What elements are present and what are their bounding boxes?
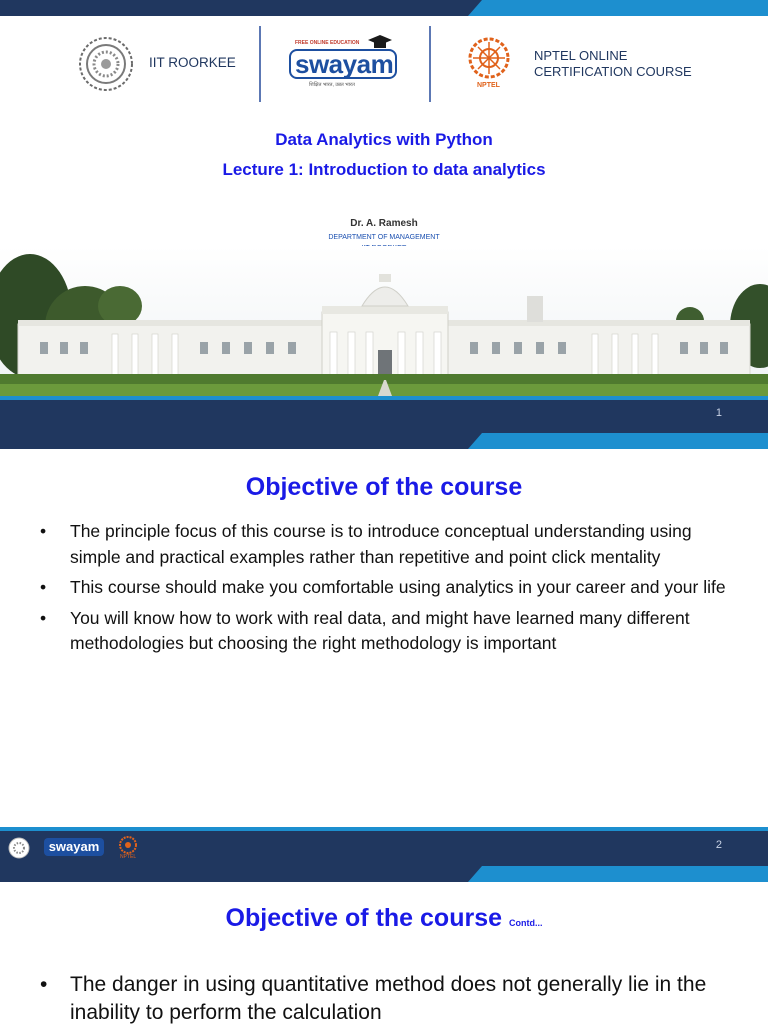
main-building-photo bbox=[0, 246, 768, 396]
nptel-small-label: NPTEL bbox=[477, 82, 500, 89]
nptel-emblem-icon bbox=[465, 36, 513, 86]
top-bar bbox=[0, 433, 768, 449]
course-title: Data Analytics with Python bbox=[275, 130, 493, 149]
bullet-item: • The danger in using quantitative method does not generally lie in the inability to perform the calculation bbox=[40, 971, 728, 1024]
top-bar bbox=[0, 866, 768, 882]
page-number: 2 bbox=[715, 839, 722, 851]
slide-2 bbox=[0, 433, 768, 866]
swayam-mini-logo bbox=[44, 838, 104, 856]
top-bar-accent bbox=[468, 0, 768, 16]
bullet-item: • You will know how to work with real data, and might have learned many different methodologies but choosing the right methodology is important bbox=[40, 606, 728, 657]
swayam-tagline-top: FREE ONLINE EDUCATION bbox=[295, 40, 360, 46]
department-name: DEPARTMENT OF MANAGEMENT bbox=[328, 234, 440, 241]
top-bar-accent bbox=[468, 866, 768, 882]
bullet-list bbox=[40, 971, 728, 1024]
nptel-line-1: NPTEL ONLINE bbox=[534, 48, 628, 63]
author-name: Dr. A. Ramesh bbox=[350, 218, 418, 229]
bottom-bar bbox=[0, 827, 768, 866]
logo-divider-right bbox=[429, 26, 431, 102]
bottom-bar-stripe bbox=[0, 396, 768, 400]
swayam-name: swayam bbox=[295, 49, 394, 79]
slide-heading: Objective of the course bbox=[245, 473, 523, 501]
top-bar-accent bbox=[468, 433, 768, 449]
top-bar bbox=[0, 0, 768, 16]
nptel-mini-label: NPTEL bbox=[120, 854, 137, 860]
bullet-item: • This course should make you comfortable using analytics in your career and your life bbox=[40, 575, 728, 601]
iit-roorkee-label: IIT ROORKEE bbox=[149, 55, 236, 70]
slide-heading-text: Objective of the course bbox=[225, 904, 502, 932]
slide-heading bbox=[0, 904, 768, 933]
swayam-logo bbox=[287, 40, 399, 86]
slide-1 bbox=[0, 0, 768, 448]
logo-divider-left bbox=[259, 26, 261, 102]
graduation-cap-icon bbox=[367, 34, 393, 50]
nptel-line-2: CERTIFICATION COURSE bbox=[534, 64, 692, 79]
swayam-mini-name: swayam bbox=[48, 839, 100, 854]
page-number: 1 bbox=[715, 407, 722, 419]
bullet-list bbox=[40, 519, 728, 662]
iit-roorkee-seal-icon bbox=[78, 36, 134, 92]
bullet-item: • The principle focus of this course is to introduce conceptual understanding using simple and practical examples rather than repetitive and point click mentality bbox=[40, 519, 728, 570]
nptel-mini-icon bbox=[118, 835, 138, 855]
slide-heading-contd: Contd... bbox=[508, 918, 543, 928]
bottom-bar-stripe bbox=[0, 827, 768, 831]
swayam-tagline-bottom: शिक्षित भारत, उन्नत भारत bbox=[309, 82, 355, 88]
logo-row bbox=[0, 26, 768, 106]
lecture-title: Lecture 1: Introduction to data analytics bbox=[222, 160, 546, 179]
iit-roorkee-seal-icon bbox=[8, 837, 30, 859]
swayam-badge bbox=[289, 49, 397, 79]
slide-3 bbox=[0, 866, 768, 1024]
